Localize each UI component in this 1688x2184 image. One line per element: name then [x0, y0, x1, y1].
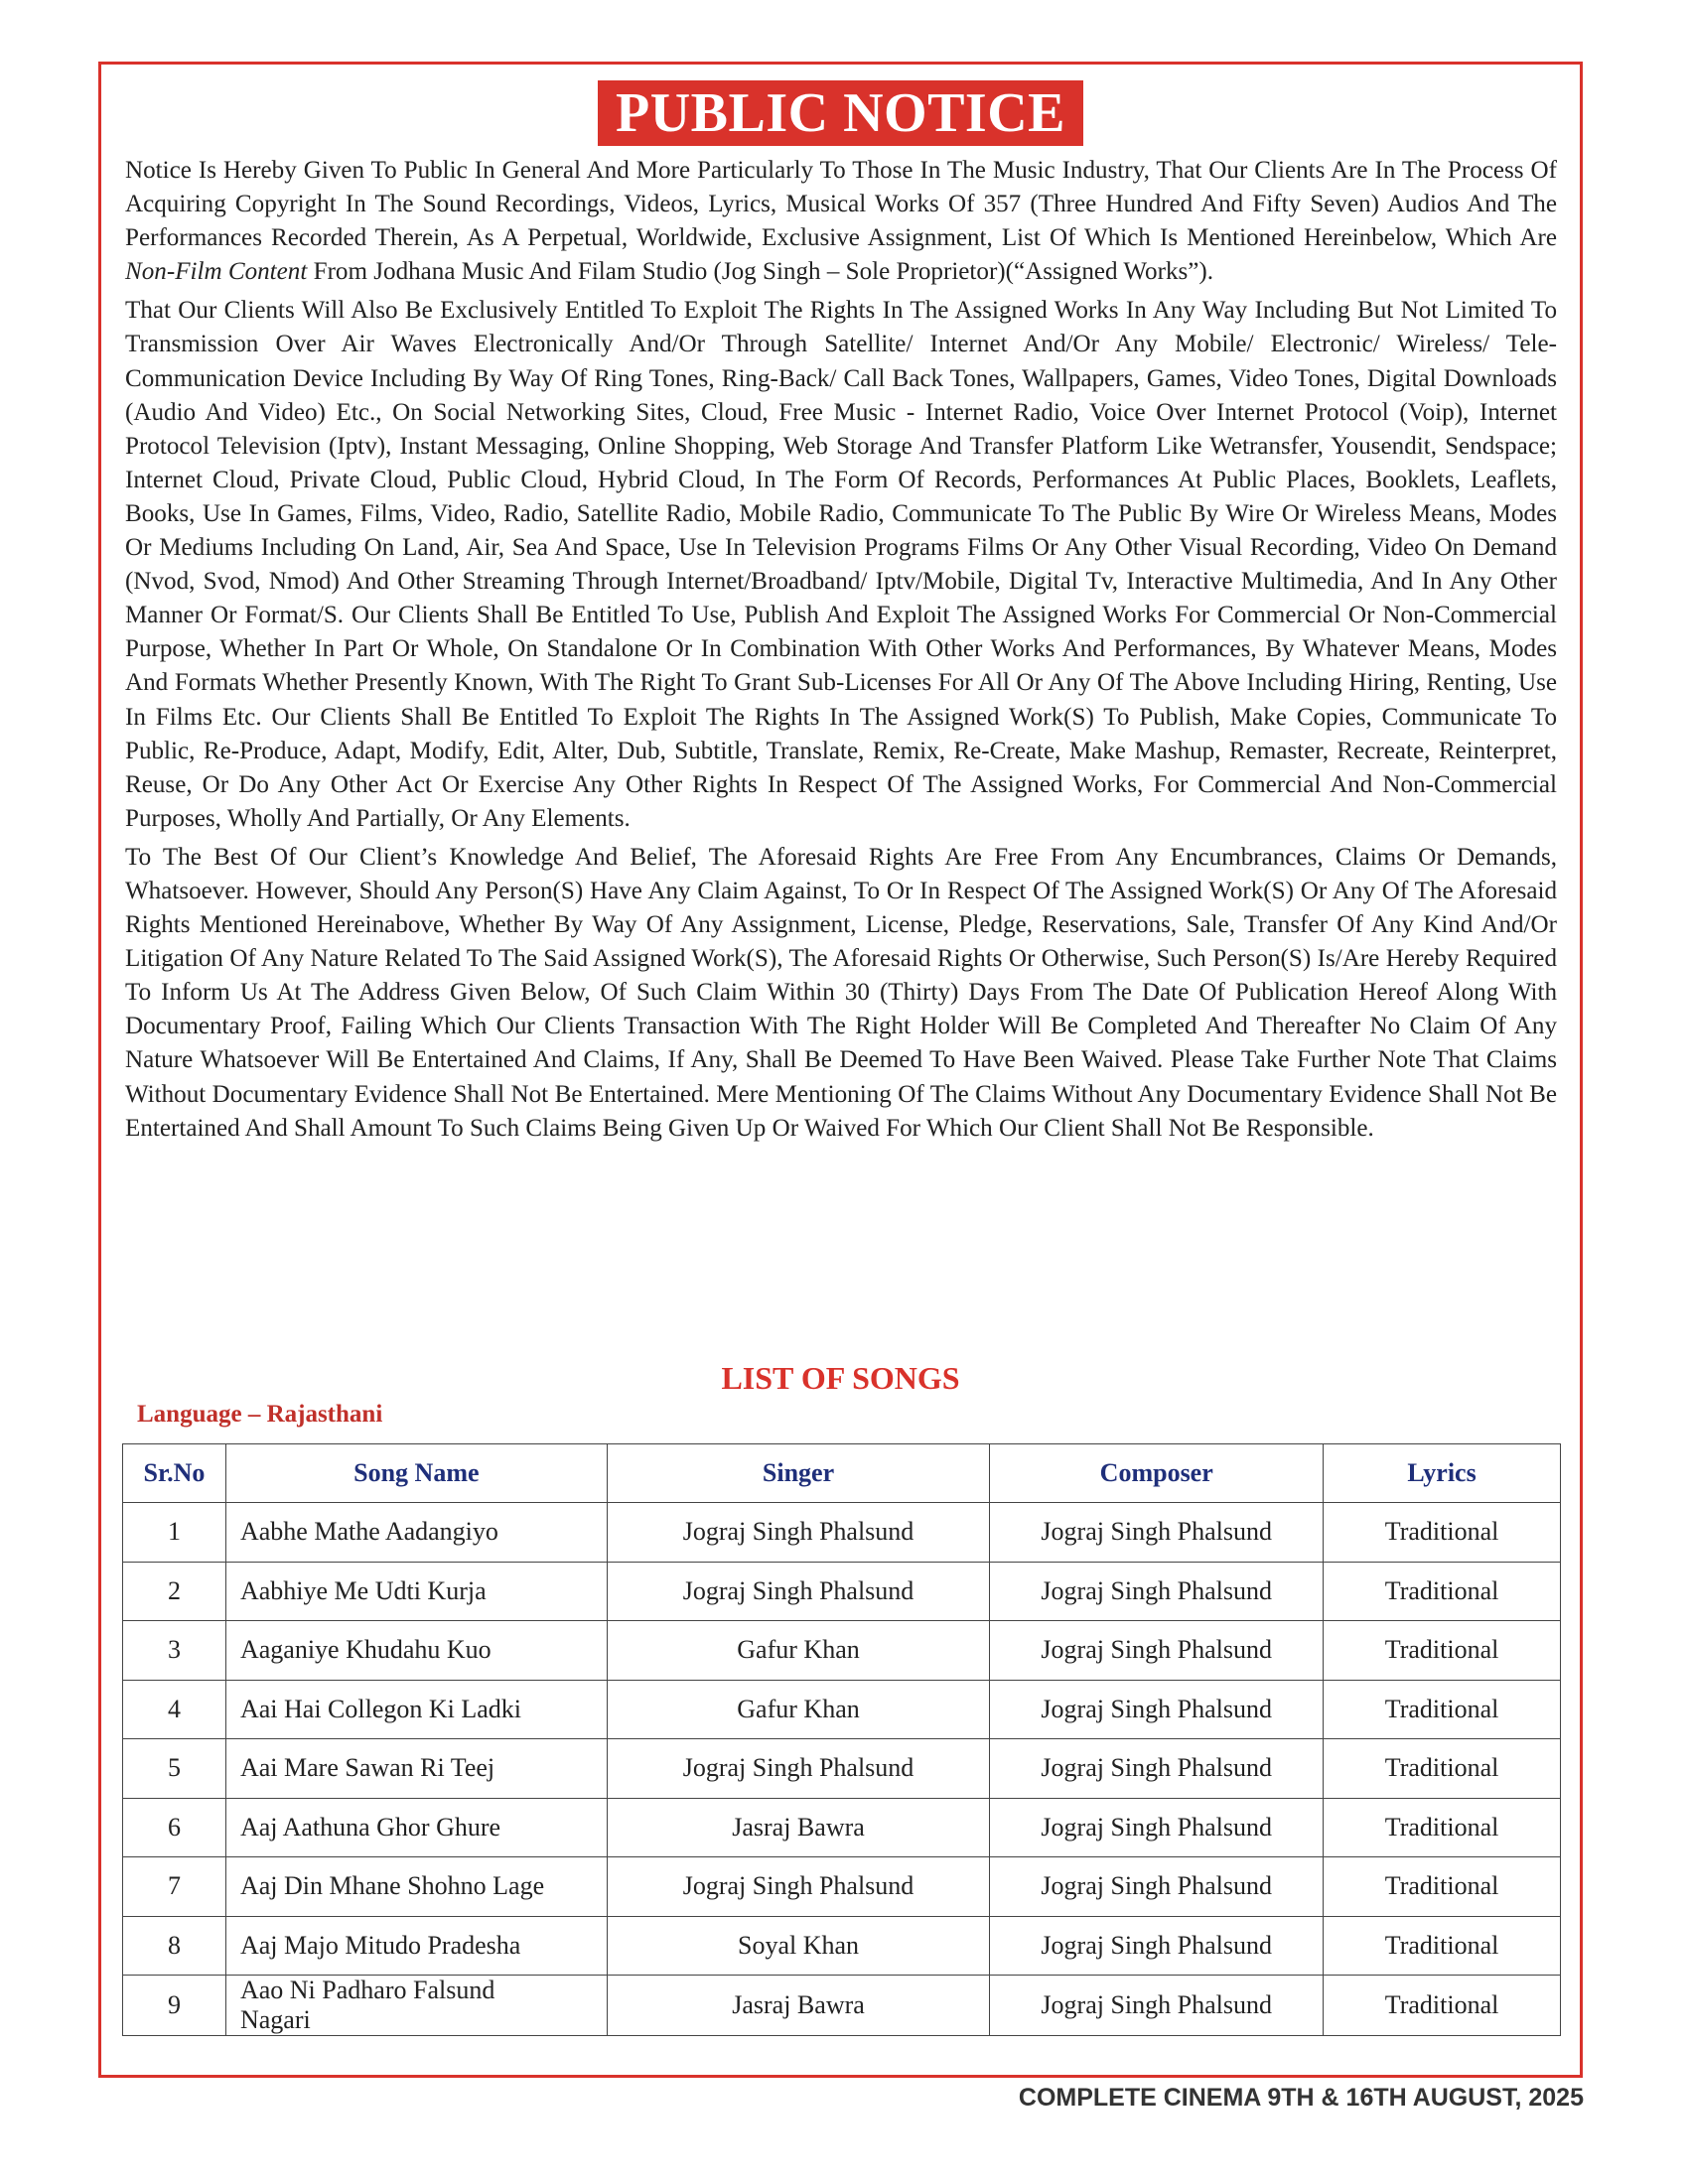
header-song-name: Song Name [225, 1444, 607, 1503]
cell-song-name: Aai Mare Sawan Ri Teej [225, 1739, 607, 1799]
cell-lyrics: Traditional [1324, 1916, 1561, 1976]
cell-song-name: Aabhe Mathe Aadangiyo [225, 1503, 607, 1563]
cell-singer: Gafur Khan [607, 1680, 990, 1739]
table-row [123, 1916, 1561, 1976]
table-header-row [123, 1444, 1561, 1503]
header-composer: Composer [990, 1444, 1324, 1503]
cell-singer: Jasraj Bawra [607, 1976, 990, 2036]
cell-sr-no: 2 [123, 1562, 226, 1621]
paragraph-3: To The Best Of Our Client’s Knowledge And Belief, The Aforesaid Rights Are Free From Any Encumbrances, Claims Or Demands, Whatsoever. However, Should Any Person(S) Have Any Claim Against, To Or In Respect Of The Assigned Work(S) Or Any Of The Aforesaid Rights Mentioned Hereinabove, Whether By Way Of Any Assignment, License, Pledge, Reservations, Sale, Transfer Of Any Kind And/Or Litigation Of Any Nature Related To The Said Assigned Work(S), The Aforesaid Rights Or Otherwise, Such Person(S) Is/Are Hereby Required To Inform Us At The Address Given Below, Of Such Claim Within 30 (Thirty) Days From The Date Of Publication Hereof Along With Documentary Proof, Failing Which Our Clients Transaction With The Right Holder Will Be Completed And Thereafter No Claim Of Any Nature Whatsoever Will Be Entertained And Claims, If Any, Shall Be Deemed To Have Been Waived. Please Take Further Note That Claims Without Documentary Evidence Shall Not Be Entertained. Mere Mentioning Of The Claims Without Any Documentary Evidence Shall Not Be Entertained And Shall Amount To Such Claims Being Given Up Or Waived For Which Our Client Shall Not Be Responsible. [125, 843, 1557, 1142]
cell-lyrics: Traditional [1324, 1562, 1561, 1621]
title-wrap [101, 80, 1580, 146]
page-title: PUBLIC NOTICE [598, 80, 1083, 146]
notice-body [125, 154, 1557, 1151]
cell-singer: Jograj Singh Phalsund [607, 1562, 990, 1621]
cell-lyrics: Traditional [1324, 1739, 1561, 1799]
cell-singer: Jograj Singh Phalsund [607, 1503, 990, 1563]
cell-sr-no: 6 [123, 1798, 226, 1857]
header-lyrics: Lyrics [1324, 1444, 1561, 1503]
cell-singer: Gafur Khan [607, 1621, 990, 1681]
paragraph-1 [125, 154, 1557, 289]
publication-footer: COMPLETE CINEMA 9TH & 16TH AUGUST, 2025 [1018, 2084, 1584, 2112]
cell-sr-no: 9 [123, 1976, 226, 2036]
cell-song-name: Aaj Majo Mitudo Pradesha [225, 1916, 607, 1976]
header-sr-no: Sr.No [123, 1444, 226, 1503]
cell-sr-no: 8 [123, 1916, 226, 1976]
paragraph-1-b: From Jodhana Music And Filam Studio (Jog Singh – Sole Proprietor)(“Assigned Works”). [313, 258, 1214, 286]
list-of-songs-title: LIST OF SONGS [721, 1360, 960, 1396]
cell-singer: Jograj Singh Phalsund [607, 1857, 990, 1917]
language-label: Language – Rajasthani [137, 1401, 383, 1428]
cell-lyrics: Traditional [1324, 1857, 1561, 1917]
table-row [123, 1976, 1561, 2036]
table-row [123, 1857, 1561, 1917]
paragraph-2: That Our Clients Will Also Be Exclusively Entitled To Exploit The Rights In The Assigned Works In Any Way Including But Not Limited To Transmission Over Air Waves Electronically And/Or Through Satellite/ Internet And/Or Any Mobile/ Electronic/ Wireless/ Tele-Communication Device Including By Way Of Ring Tones, Ring-Back/ Call Back Tones, Wallpapers, Games, Video Tones, Digital Downloads (Audio And Video) Etc., On Social Networking Sites, Cloud, Free Music - Internet Radio, Voice Over Internet Protocol (Voip), Internet Protocol Television (Iptv), Instant Messaging, Online Shopping, Web Storage And Transfer Platform Like Wetransfer, Yousendit, Sendspace; Internet Cloud, Private Cloud, Public Cloud, Hybrid Cloud, In The Form Of Records, Performances At Public Places, Booklets, Leaflets, Books, Use In Games, Films, Video, Radio, Satellite Radio, Mobile Radio, Communicate To The Public By Wire Or Wireless Means, Modes Or Mediums Including On Land, Air, Sea And Space, Use In Television Programs Films Or Any Other Visual Recording, Video On Demand (Nvod, Svod, Nmod) And Other Streaming Through Internet/Broadband/ Iptv/Mobile, Digital Tv, Interactive Multimedia, And In Any Other Manner Or Format/S. Our Clients Shall Be Entitled To Use, Publish And Exploit The Assigned Works For Commercial Or Non-Commercial Purpose, Whether In Part Or Whole, On Standalone Or In Combination With Other Works And Performances, By Whatever Means, Modes And Formats Whether Presently Known, With The Right To Grant Sub-Licenses For All Or Any Of The Above Including Hiring, Renting, Use In Films Etc. Our Clients Shall Be Entitled To Exploit The Rights In The Assigned Work(S) To Publish, Make Copies, Communicate To Public, Re-Produce, Adapt, Modify, Edit, Alter, Dub, Subtitle, Translate, Remix, Re-Create, Make Mashup, Remaster, Recreate, Reinterpret, Reuse, Or Do Any Other Act Or Exercise Any Other Rights In Respect Of The Assigned Works, For Commercial And Non-Commercial Purposes, Wholly And Partially, Or Any Elements. [125, 297, 1557, 832]
cell-sr-no: 5 [123, 1739, 226, 1799]
table-row [123, 1503, 1561, 1563]
cell-composer: Jograj Singh Phalsund [990, 1976, 1324, 2036]
cell-lyrics: Traditional [1324, 1976, 1561, 2036]
cell-sr-no: 1 [123, 1503, 226, 1563]
table-row [123, 1798, 1561, 1857]
cell-song-name: Aaganiye Khudahu Kuo [225, 1621, 607, 1681]
cell-singer: Soyal Khan [607, 1916, 990, 1976]
table-row [123, 1739, 1561, 1799]
cell-lyrics: Traditional [1324, 1680, 1561, 1739]
header-singer: Singer [607, 1444, 990, 1503]
cell-sr-no: 7 [123, 1857, 226, 1917]
cell-lyrics: Traditional [1324, 1503, 1561, 1563]
cell-lyrics: Traditional [1324, 1621, 1561, 1681]
cell-composer: Jograj Singh Phalsund [990, 1857, 1324, 1917]
cell-composer: Jograj Singh Phalsund [990, 1798, 1324, 1857]
cell-sr-no: 3 [123, 1621, 226, 1681]
cell-composer: Jograj Singh Phalsund [990, 1680, 1324, 1739]
cell-singer: Jasraj Bawra [607, 1798, 990, 1857]
paragraph-1-italic: Non-Film Content [125, 258, 308, 286]
cell-composer: Jograj Singh Phalsund [990, 1503, 1324, 1563]
table-row [123, 1621, 1561, 1681]
cell-singer: Jograj Singh Phalsund [607, 1739, 990, 1799]
paragraph-1-a: Notice Is Hereby Given To Public In General And More Particularly To Those In The Music Industry, That Our Clients Are In The Process Of Acquiring Copyright In The Sound Recordings, Videos, Lyrics, Musical Works Of 357 (Three Hundred And Fifty Seven) Audios And The Performances Recorded Therein, As A Perpetual, Worldwide, Exclusive Assignment, List Of Which Is Mentioned Hereinbelow, Which Are [125, 157, 1557, 252]
table-row [123, 1680, 1561, 1739]
table-row [123, 1562, 1561, 1621]
cell-song-name: Aaj Aathuna Ghor Ghure [225, 1798, 607, 1857]
cell-sr-no: 4 [123, 1680, 226, 1739]
cell-song-name: Aai Hai Collegon Ki Ladki [225, 1680, 607, 1739]
cell-lyrics: Traditional [1324, 1798, 1561, 1857]
notice-frame [98, 62, 1583, 2078]
cell-song-name: Aaj Din Mhane Shohno Lage [225, 1857, 607, 1917]
cell-composer: Jograj Singh Phalsund [990, 1916, 1324, 1976]
cell-composer: Jograj Singh Phalsund [990, 1562, 1324, 1621]
cell-song-name: Aao Ni Padharo Falsund Nagari [225, 1976, 607, 2036]
cell-song-name: Aabhiye Me Udti Kurja [225, 1562, 607, 1621]
cell-composer: Jograj Singh Phalsund [990, 1621, 1324, 1681]
cell-composer: Jograj Singh Phalsund [990, 1739, 1324, 1799]
songs-table [122, 1443, 1561, 2036]
